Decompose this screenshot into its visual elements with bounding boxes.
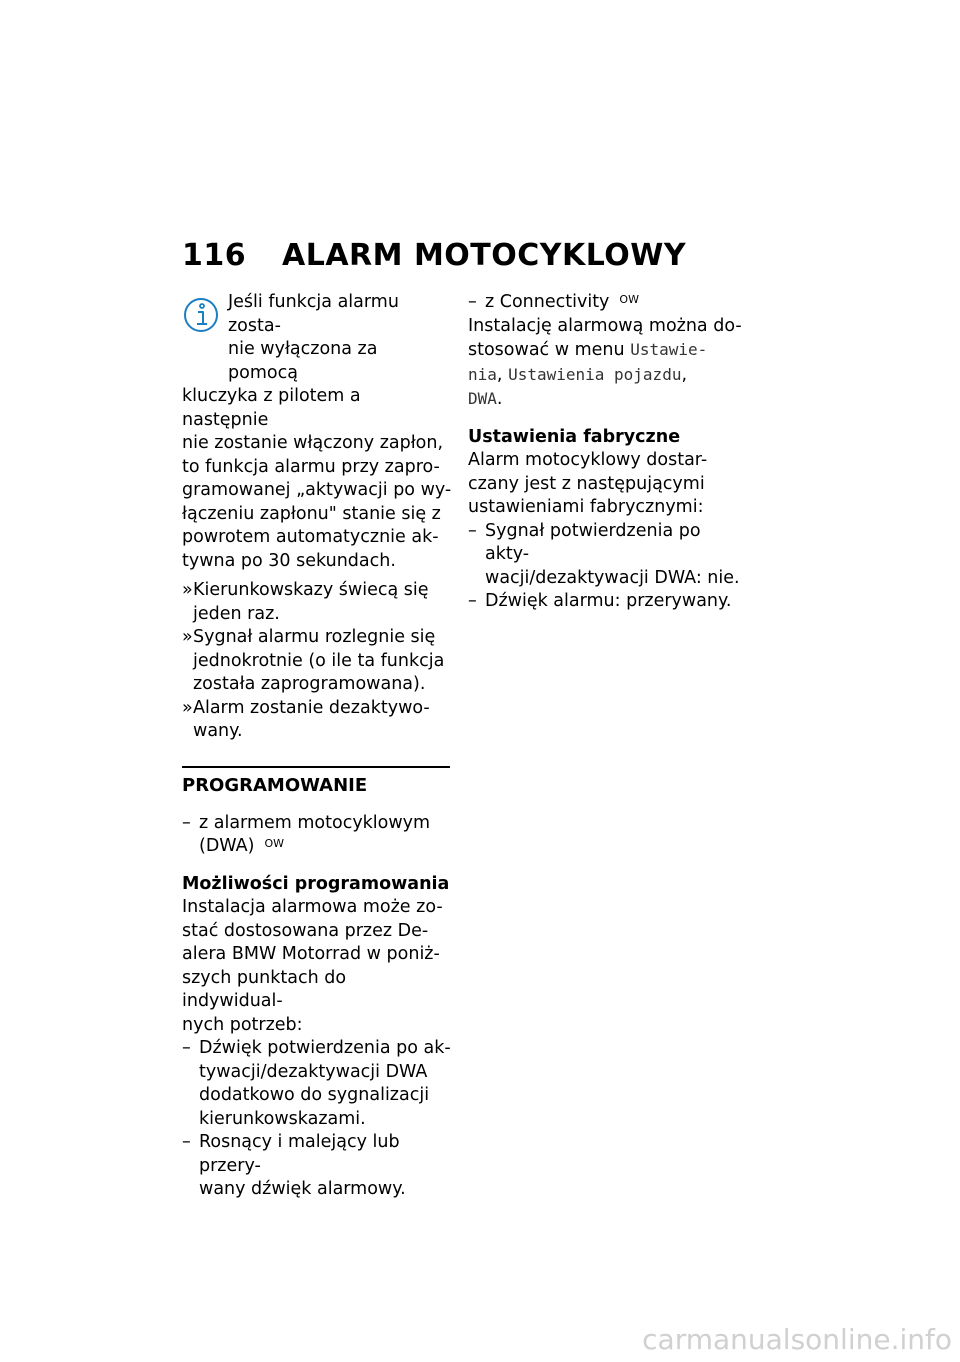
dash-marker: – (468, 520, 477, 541)
left-column (182, 291, 452, 1202)
section-divider (182, 766, 450, 768)
list-line: kierunkowskazami. (199, 1108, 366, 1129)
menu-path: Ustawie- (630, 340, 708, 359)
list-line: Dźwięk alarmu: przerywany. (485, 591, 732, 611)
chapter-title: ALARM MOTOCYKLOWY (282, 238, 687, 273)
list-line: Sygnał potwierdzenia po akty- (485, 520, 701, 564)
factory-text: ustawieniami fabrycznymi: (468, 497, 704, 517)
list-item (468, 520, 743, 591)
info-line: łączeniu zapłonu" stanie się z (182, 503, 441, 524)
info-line: nie zostanie włączony zapłon, (182, 433, 444, 453)
result-line: Alarm zostanie dezaktywo- (193, 697, 430, 718)
options-text: szych punktach do indywidual- (182, 967, 347, 1011)
option-badge: OW (264, 837, 284, 850)
prerequisite-line: (DWA) (199, 836, 255, 856)
menu-path: nia (468, 364, 497, 384)
prerequisite-line: z Connectivity (485, 292, 610, 312)
info-icon (182, 296, 222, 336)
factory-heading: Ustawienia fabryczne (468, 426, 681, 447)
result-line: wany. (193, 721, 243, 741)
info-line: gramowanej „aktywacji po wy- (182, 480, 452, 500)
list-item (468, 590, 743, 614)
info-line: Jeśli funkcja alarmu zosta- (228, 292, 399, 336)
options-text: alera BMW Motorrad w poniż- (182, 944, 440, 964)
result-line: jeden raz. (193, 603, 280, 624)
info-line: powrotem automatycznie ak- (182, 527, 439, 547)
factory-text: Alarm motocyklowy dostar- (468, 450, 708, 470)
menu-text: nia, Ustawienia pojazdu, (468, 364, 688, 385)
result-item (182, 579, 452, 626)
prerequisite-line: z alarmem motocyklowym (199, 812, 431, 833)
menu-text: stosować w menu Ustawie- (468, 340, 708, 360)
info-line: nie wyłączona za pomocą (228, 339, 378, 383)
factory-text: czany jest z następującymi (468, 473, 705, 494)
list-line: wany dźwięk alarmowy. (199, 1179, 406, 1199)
list-line: tywacji/dezaktywacji DWA (199, 1061, 428, 1082)
info-line: to funkcja alarmu przy zapro- (182, 456, 440, 477)
page-header (182, 238, 742, 278)
menu-text: Instalację alarmową można do- (468, 315, 742, 336)
info-line: tywna po 30 sekundach. (182, 550, 396, 571)
watermark: carmanualsonline.info (642, 1323, 952, 1356)
info-line: kluczyka z pilotem a następnie (182, 386, 361, 430)
result-marker: » (182, 697, 193, 718)
list-line: Rosnący i malejący lub przery- (199, 1132, 400, 1176)
menu-path: Ustawienia pojazdu (508, 364, 682, 384)
dash-marker: – (182, 812, 191, 833)
result-item (182, 697, 452, 744)
menu-path: DWA (468, 389, 497, 408)
right-column (468, 291, 743, 614)
prerequisite-item (182, 812, 452, 859)
list-line: dodatkowo do sygnalizacji (199, 1085, 430, 1105)
info-note (182, 291, 452, 573)
result-line: Kierunkowskazy świecą się (193, 580, 429, 600)
options-text: stać dostosowana przez De- (182, 920, 429, 941)
list-line: wacji/dezaktywacji DWA: nie. (485, 567, 740, 588)
options-text: Instalacja alarmowa może zo- (182, 897, 443, 917)
result-marker: » (182, 627, 193, 647)
prerequisite-item (468, 291, 743, 315)
section-title: PROGRAMOWANIE (182, 774, 368, 796)
dash-marker: – (182, 1132, 191, 1152)
dash-marker: – (182, 1038, 191, 1058)
dash-marker: – (468, 292, 477, 312)
dash-marker: – (468, 591, 477, 611)
list-item (182, 1037, 452, 1131)
option-badge: OW (619, 293, 639, 306)
options-heading: Możliwości programowania (182, 873, 450, 894)
list-item (182, 1131, 452, 1202)
page-number: 116 (182, 238, 247, 273)
result-marker: » (182, 580, 193, 600)
options-text: nych potrzeb: (182, 1014, 303, 1035)
menu-text: DWA. (468, 389, 503, 409)
result-line: jednokrotnie (o ile ta funkcja (193, 650, 445, 671)
result-line: została zaprogramowana). (193, 674, 426, 694)
list-line: Dźwięk potwierdzenia po ak- (199, 1038, 451, 1058)
result-item (182, 626, 452, 697)
result-line: Sygnał alarmu rozlegnie się (193, 627, 436, 647)
